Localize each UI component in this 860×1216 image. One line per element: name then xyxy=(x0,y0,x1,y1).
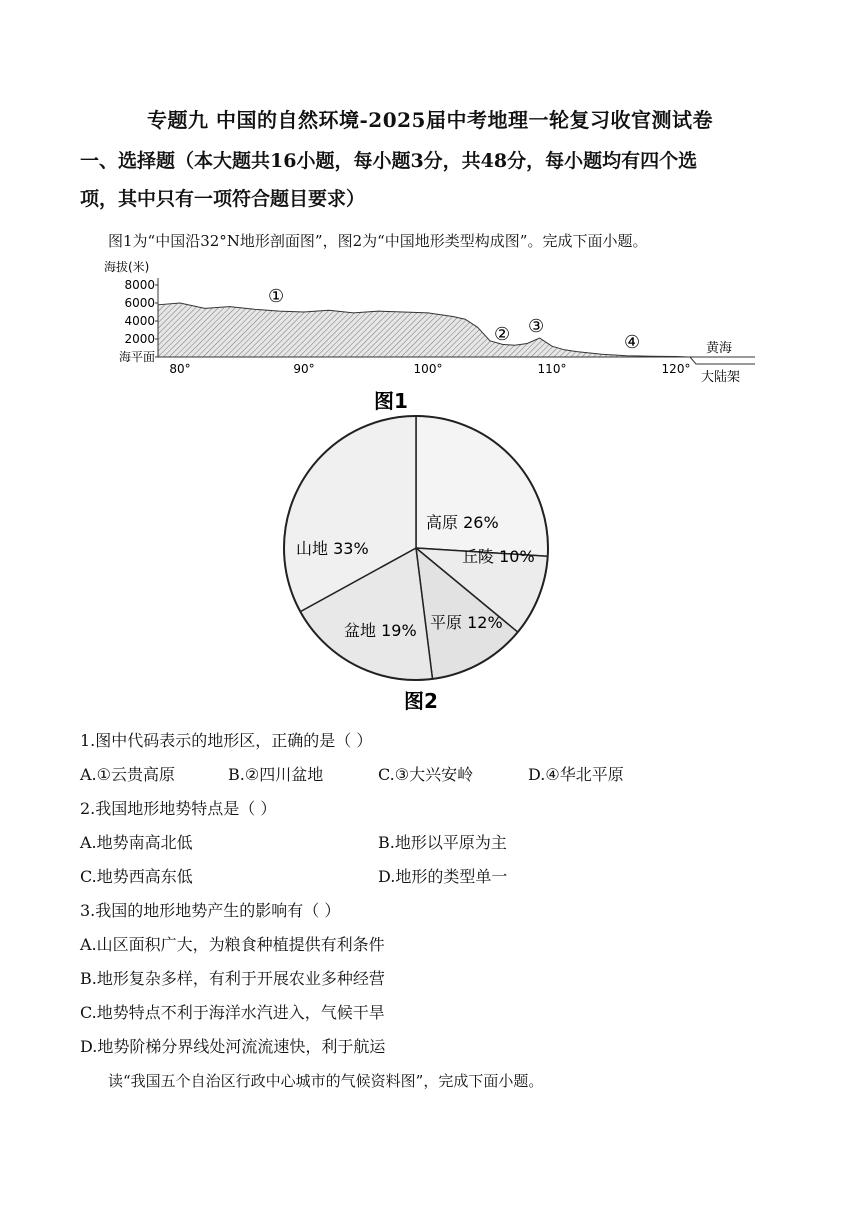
marker-1: ① xyxy=(268,286,285,307)
y-tick-label: 2000 xyxy=(124,332,155,346)
q2-option-a[interactable]: A.地势南高北低 xyxy=(80,833,193,852)
figure1-caption: 图1 xyxy=(374,389,408,413)
q2-option-d[interactable]: D.地形的类型单一 xyxy=(378,867,508,886)
q3-option-d[interactable]: D.地势阶梯分界线处河流流速快，利于航运 xyxy=(80,1037,386,1056)
question-1-stem: 1.图中代码表示的地形区，正确的是（ ） xyxy=(80,731,373,750)
y-tick-label: 4000 xyxy=(124,314,155,328)
section-heading-line2: 项，其中只有一项符合题目要求） xyxy=(80,188,366,210)
q1-option-d[interactable]: D.④华北平原 xyxy=(528,765,624,784)
x-tick-label: 80° xyxy=(169,362,191,376)
pie-label-plain: 平原 12% xyxy=(430,613,503,632)
section-heading-line1: 一、选择题（本大题共16小题，每小题3分，共48分，每小题均有四个选 xyxy=(80,150,698,172)
q3-option-b[interactable]: B.地形复杂多样，有利于开展农业多种经营 xyxy=(80,969,385,988)
next-intro: 读“我国五个自治区行政中心城市的气候资料图”，完成下面小题。 xyxy=(108,1072,544,1090)
q1-option-a[interactable]: A.①云贵高原 xyxy=(80,765,175,784)
page-title: 专题九 中国的自然环境-2025届中考地理一轮复习收官测试卷 xyxy=(147,108,713,132)
x-tick-label: 120° xyxy=(661,362,691,376)
q1-option-b[interactable]: B.②四川盆地 xyxy=(228,765,324,784)
figure-intro: 图1为“中国沿32°N地形剖面图”，图2为“中国地形类型构成图”。完成下面小题。 xyxy=(108,232,648,250)
pie-label-basin: 盆地 19% xyxy=(344,621,417,640)
q1-option-c[interactable]: C.③大兴安岭 xyxy=(378,765,474,784)
shelf-line xyxy=(690,357,755,364)
sea-label: 黄海 xyxy=(706,341,733,356)
q2-option-b[interactable]: B.地形以平原为主 xyxy=(378,833,507,852)
marker-2: ② xyxy=(494,324,511,345)
x-tick-label: 110° xyxy=(537,362,567,376)
question-2-stem: 2.我国地形地势特点是（ ） xyxy=(80,799,277,818)
pie-label-mountain: 山地 33% xyxy=(296,539,369,558)
marker-4: ④ xyxy=(624,332,641,353)
terrain-profile xyxy=(158,303,688,357)
figure2-pie xyxy=(260,412,580,717)
q2-option-c[interactable]: C.地势西高东低 xyxy=(80,867,193,886)
x-tick-label: 90° xyxy=(293,362,315,376)
pie-label-plateau: 高原 26% xyxy=(426,513,499,532)
q3-option-c[interactable]: C.地势特点不利于海洋水汽进入，气候干旱 xyxy=(80,1003,385,1022)
y-tick-label: 8000 xyxy=(124,278,155,292)
figure2-caption: 图2 xyxy=(404,689,438,713)
question-3-stem: 3.我国的地形地势产生的影响有（ ） xyxy=(80,901,341,920)
figure1-profile xyxy=(100,256,760,416)
pie-label-hills: 丘陵 10% xyxy=(462,547,535,566)
q3-option-a[interactable]: A.山区面积广大，为粮食种植提供有利条件 xyxy=(80,935,385,954)
shelf-label: 大陆架 xyxy=(701,370,741,385)
y-tick-label: 6000 xyxy=(124,296,155,310)
y-tick-label: 海平面 xyxy=(118,350,155,364)
pie-slice-高原 xyxy=(416,416,548,556)
marker-3: ③ xyxy=(528,316,545,337)
x-tick-label: 100° xyxy=(413,362,443,376)
y-axis-label: 海拔(米) xyxy=(104,260,150,274)
